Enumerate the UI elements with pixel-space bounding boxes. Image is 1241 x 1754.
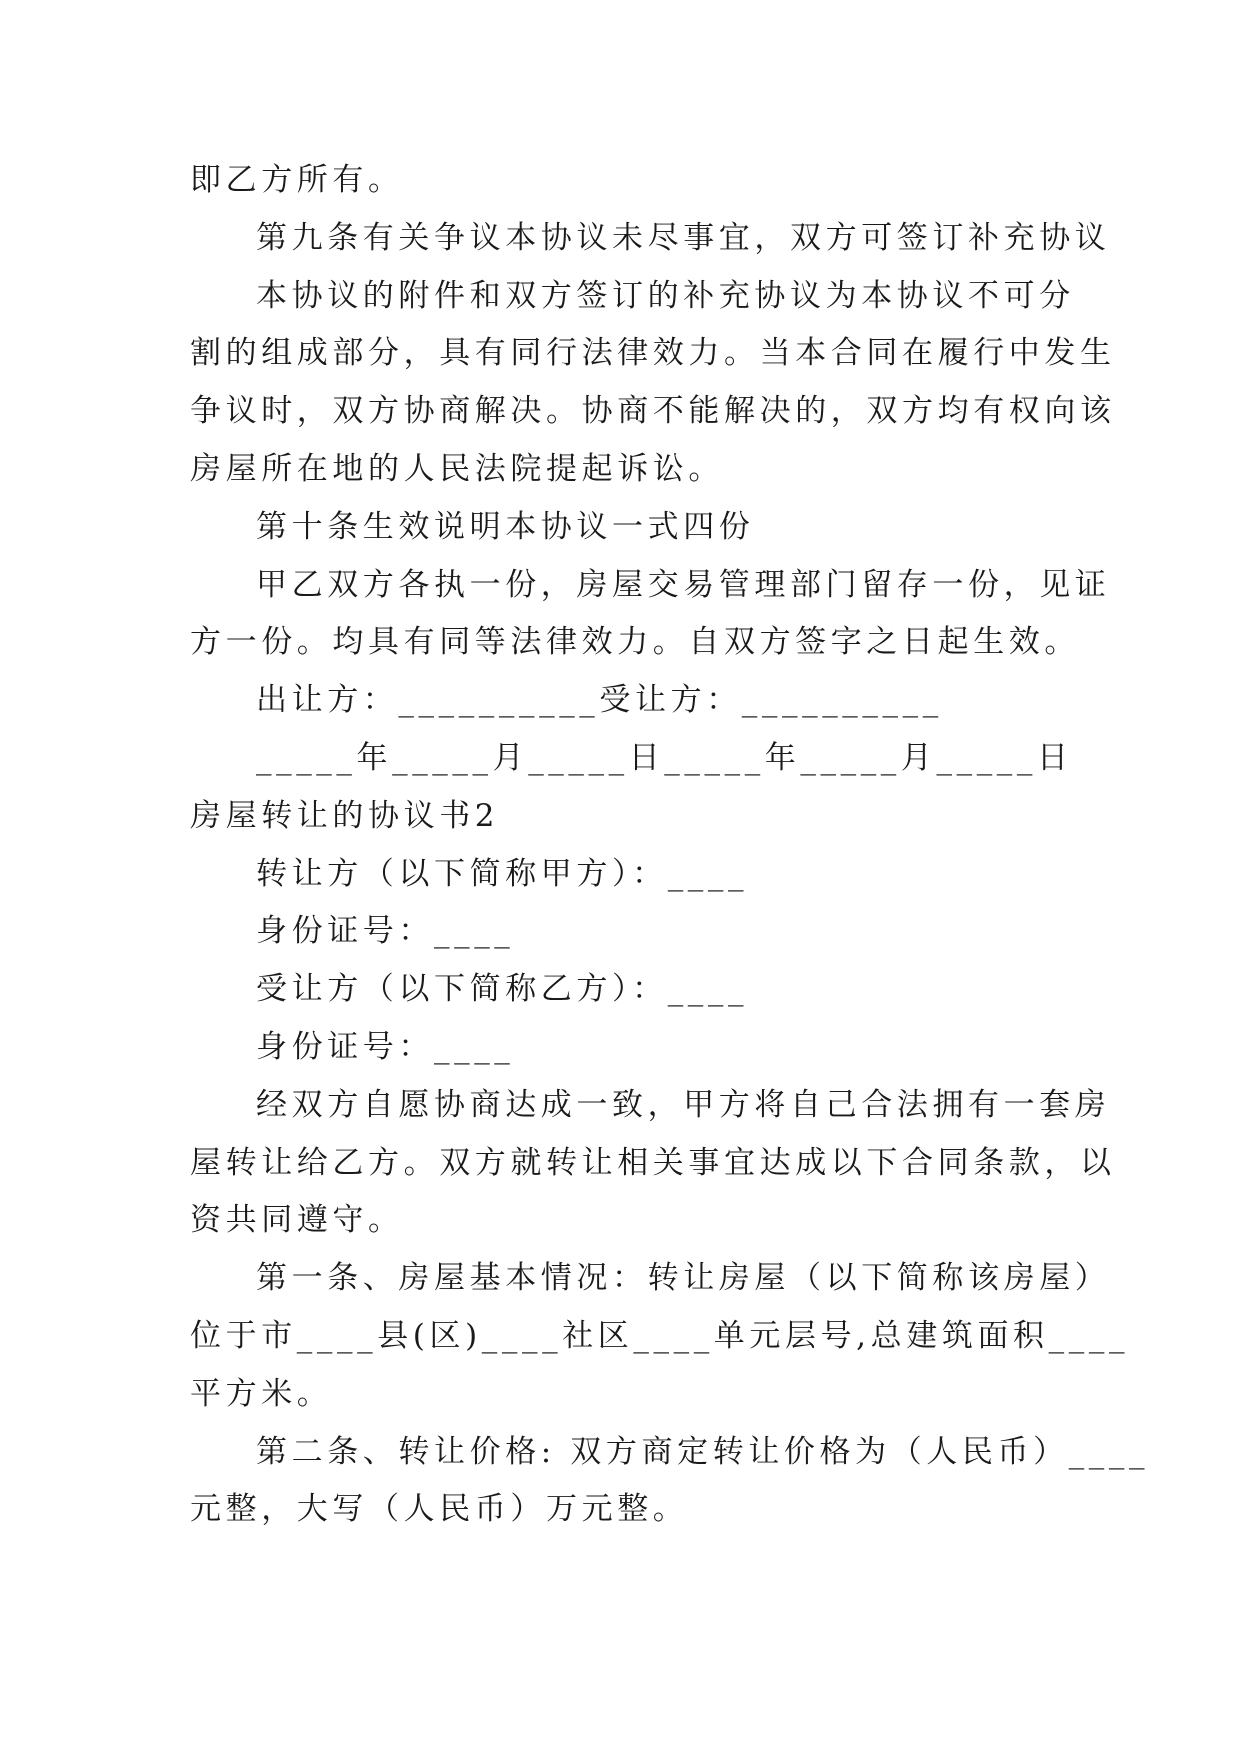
text-line: 割的组成部分，具有同行法律效力。当本合同在履行中发生 [190, 335, 1116, 372]
text-line: 房屋所在地的人民法院提起诉讼。 [190, 450, 724, 487]
text-line: 屋转让给乙方。双方就转让相关事宜达成以下合同条款，以 [190, 1144, 1116, 1181]
text-line: 资共同遵守。 [190, 1202, 404, 1239]
text-line: 平方米。 [190, 1375, 333, 1412]
date-line: _____年_____月_____日_____年_____月_____日 [256, 739, 1073, 776]
text-line: 方一份。均具有同等法律效力。自双方签字之日起生效。 [190, 624, 1080, 661]
text-line: 身份证号：____ [256, 1028, 515, 1065]
text-line: 身份证号：____ [256, 913, 515, 950]
text-line: 第十条生效说明本协议一式四份 [256, 508, 755, 545]
text-line: 第一条、房屋基本情况：转让房屋（以下简称该房屋） [256, 1260, 1111, 1297]
text-line: 本协议的附件和双方签订的补充协议为本协议不可分 [256, 277, 1075, 314]
text-line: 甲乙双方各执一份，房屋交易管理部门留存一份，见证 [256, 566, 1111, 603]
text-line: 位于市____县(区)____社区____单元层号,总建筑面积____ [190, 1317, 1130, 1354]
text-line: 第九条有关争议本协议未尽事宜，双方可签订补充协议 [256, 219, 1111, 256]
text-line: 经双方自愿协商达成一致，甲方将自己合法拥有一套房 [256, 1086, 1111, 1123]
signature-line: 出让方：__________受让方：__________ [256, 682, 943, 719]
text-line: 元整，大写（人民币）万元整。 [190, 1491, 689, 1528]
document-body [190, 152, 1150, 1539]
text-line: 第二条、转让价格: 双方商定转让价格为（人民币）____ [256, 1433, 1150, 1470]
section-title: 房屋转让的协议书2 [190, 797, 500, 834]
text-line: 转让方（以下简称甲方）：____ [256, 855, 749, 892]
text-line: 争议时，双方协商解决。协商不能解决的，双方均有权向该 [190, 393, 1116, 430]
text-line: 即乙方所有。 [190, 162, 404, 198]
text-line: 受让方（以下简称乙方）：____ [256, 971, 749, 1008]
